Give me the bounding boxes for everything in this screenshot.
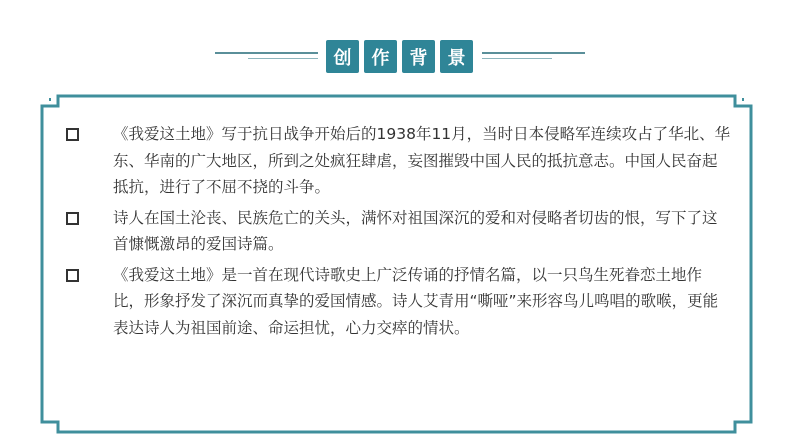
header-right-line	[482, 52, 585, 54]
list-item	[62, 205, 732, 258]
list-item	[62, 121, 732, 201]
list-item-text: 《我爱这土地》是一首在现代诗歌史上广泛传诵的抒情名篇，以一只鸟生死眷恋土地作比，形象抒发了深沉而真挚的爱国情感。诗人艾青用“嘶哑”来形容鸟儿鸣唱的歌喉，更能表达诗人为祖国前途、命运担忧，心力交瘁的情状。	[113, 265, 719, 337]
title-char: 作	[364, 40, 397, 73]
section-title	[326, 40, 473, 76]
list-item	[62, 262, 732, 342]
square-bullet-icon	[66, 128, 79, 141]
list-item-text: 诗人在国土沦丧、民族危亡的关头，满怀对祖国深沉的爱和对侵略者切齿的恨，写下了这首慷慨激昂的爱国诗篇。	[113, 208, 718, 253]
title-char: 背	[402, 40, 435, 73]
title-char: 景	[440, 40, 473, 73]
list-item-text: 《我爱这土地》写于抗日战争开始后的1938年11月，当时日本侵略军连续攻占了华北、华东、华南的广大地区，所到之处疯狂肆虐，妄图摧毁中国人民的抵抗意志。中国人民奋起抵抗，进行了不屈不挠的斗争。	[113, 125, 731, 196]
header-left-line-thin	[248, 58, 318, 59]
section-header	[0, 40, 794, 80]
background-list	[62, 121, 732, 345]
title-char: 创	[326, 40, 359, 73]
square-bullet-icon	[66, 212, 79, 225]
header-right-line-thin	[482, 58, 552, 59]
header-left-line	[215, 52, 318, 54]
square-bullet-icon	[66, 269, 79, 282]
